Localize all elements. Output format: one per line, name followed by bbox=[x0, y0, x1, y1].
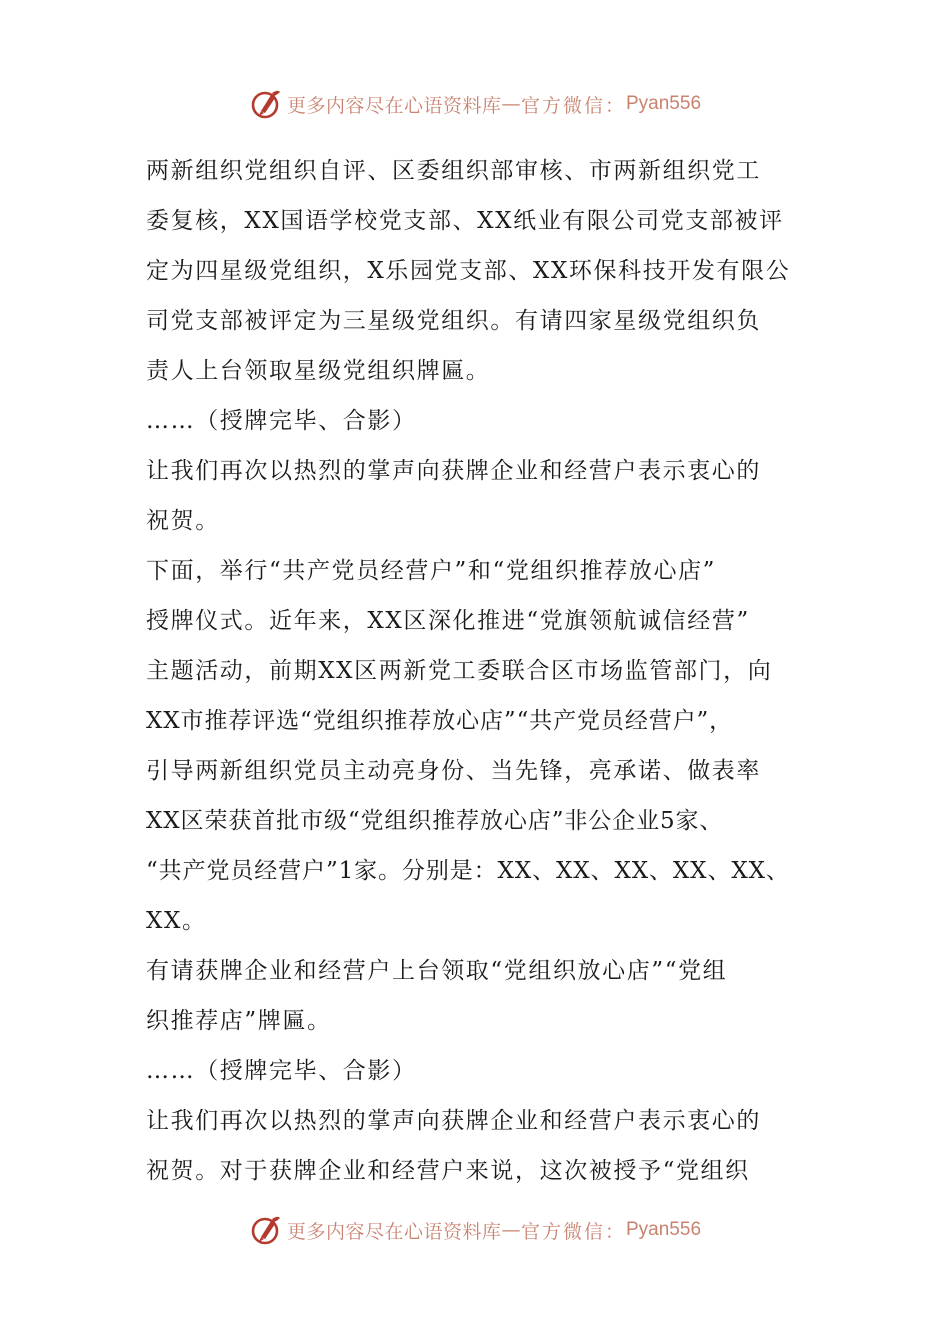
body-line: 下面，举行“共产党员经营户”和“党组织推荐放心店” bbox=[146, 558, 717, 584]
header-wechat-id: Pyan556 bbox=[626, 93, 702, 114]
footer-site-text: 更多内容尽在心语资料库 bbox=[286, 1220, 502, 1243]
body-line: 有请获牌企业和经营户上台领取“党组织放心店”“党组 bbox=[146, 958, 728, 984]
body-line: 两新组织党组织自评、区委组织部审核、市两新组织党工 bbox=[146, 158, 761, 184]
body-line: 授牌仪式。近年来，XX区深化推进“党旗领航诚信经营” bbox=[146, 608, 750, 634]
footer-dash: — bbox=[501, 1219, 521, 1241]
pen-nib-logo-icon bbox=[249, 1213, 283, 1247]
body-line: 责人上台领取星级党组织牌匾。 bbox=[146, 358, 491, 384]
body-line: 织推荐店”牌匾。 bbox=[146, 1008, 332, 1034]
body-line: “共产党员经营户”1家。分别是：XX、XX、XX、XX、XX、 bbox=[146, 858, 790, 884]
body-line: 祝贺。对于获牌企业和经营户来说，这次被授予“党组织 bbox=[146, 1158, 750, 1184]
footer-banner bbox=[0, 1210, 950, 1250]
body-line: XX区荣获首批市级“党组织推荐放心店”非公企业5家、 bbox=[146, 808, 724, 834]
body-line: 让我们再次以热烈的掌声向获牌企业和经营户表示衷心的 bbox=[146, 458, 761, 484]
body-line: 引导两新组织党员主动亮身份、当先锋，亮承诺、做表率 bbox=[146, 758, 761, 784]
body-line: ……（授牌完毕、合影） bbox=[146, 408, 417, 434]
body-line: ……（授牌完毕、合影） bbox=[146, 1058, 417, 1084]
header-wechat-label: 官方微信： bbox=[520, 94, 626, 117]
document-body bbox=[146, 146, 808, 1196]
body-line: 委复核，XX国语学校党支部、XX纸业有限公司党支部被评 bbox=[146, 208, 784, 234]
body-line: XX市推荐评选“党组织推荐放心店”“共产党员经营户”， bbox=[146, 708, 734, 734]
footer-wechat-label: 官方微信： bbox=[520, 1220, 626, 1243]
body-line: 主题活动，前期XX区两新党工委联合区市场监管部门，向 bbox=[146, 658, 773, 684]
body-line: 司党支部被评定为三星级党组织。有请四家星级党组织负 bbox=[146, 308, 761, 334]
body-line: 定为四星级党组织，X乐园党支部、XX环保科技开发有限公 bbox=[146, 258, 791, 284]
body-line: XX。 bbox=[146, 908, 207, 934]
footer-wechat-id: Pyan556 bbox=[626, 1219, 702, 1240]
pen-nib-logo-icon bbox=[249, 87, 283, 121]
body-line: 祝贺。 bbox=[146, 508, 220, 534]
header-banner bbox=[0, 84, 950, 124]
header-site-text: 更多内容尽在心语资料库 bbox=[286, 94, 502, 117]
body-line: 让我们再次以热烈的掌声向获牌企业和经营户表示衷心的 bbox=[146, 1108, 761, 1134]
header-dash: — bbox=[501, 93, 521, 115]
